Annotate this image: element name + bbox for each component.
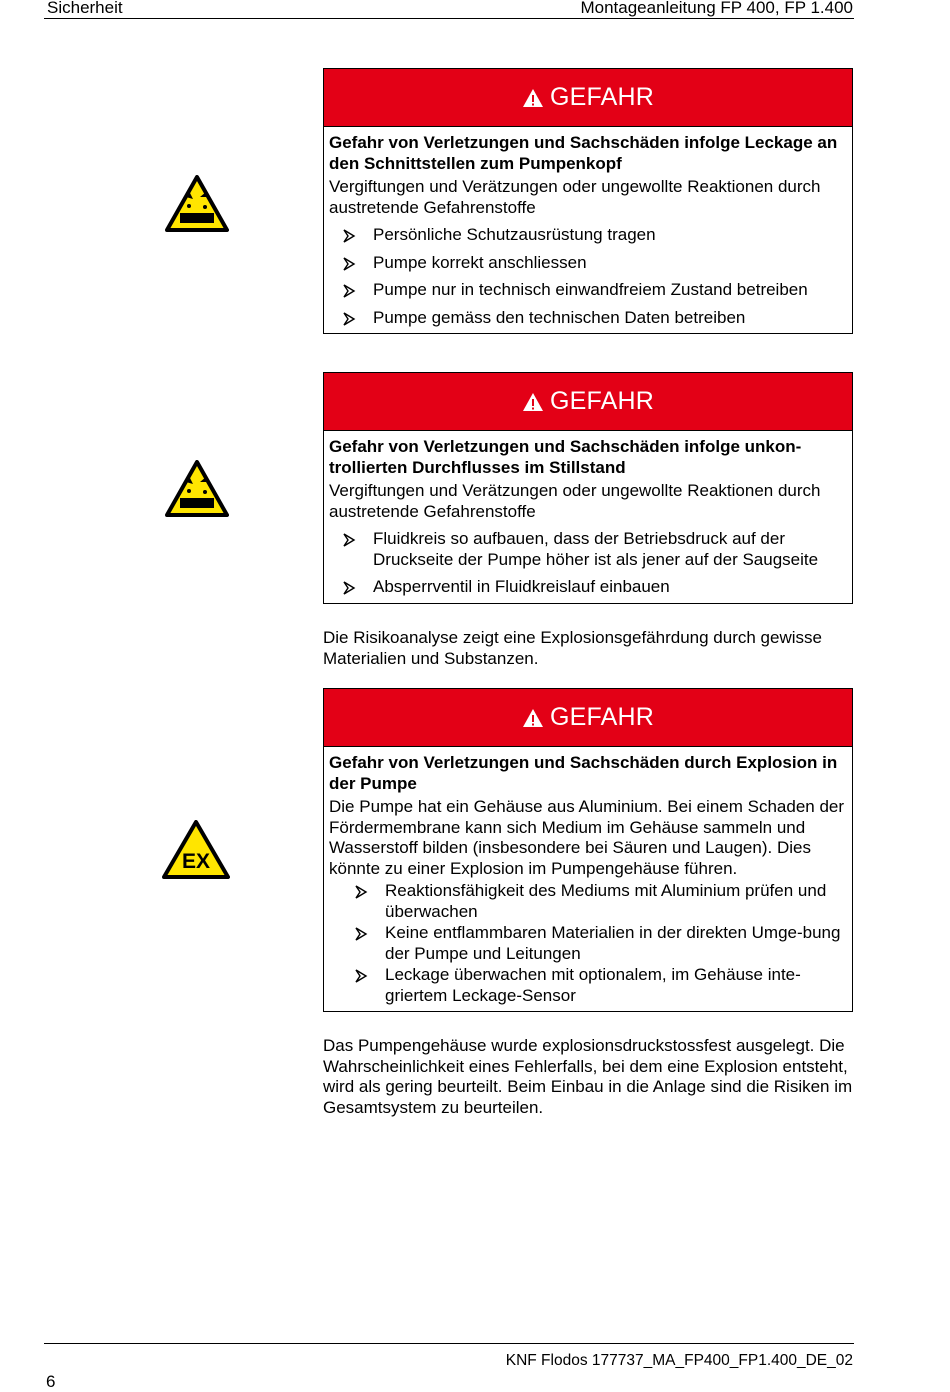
danger-title: Gefahr von Verletzungen und Sachschäden durch Explosion in der Pumpe: [329, 753, 838, 793]
section-title: Sicherheit: [47, 0, 123, 17]
danger-box-leakage: [323, 68, 853, 334]
corrosive-hazard-icon: [165, 175, 229, 238]
danger-title: Gefahr von Verletzungen und Sachschäden infolge unkon-trollierten Durchflusses im Stillstand: [329, 437, 802, 477]
danger-box-explosion: [323, 688, 853, 1012]
danger-description: Vergiftungen und Verätzungen oder ungewollte Reaktionen durch austretende Gefahrenstoffe: [329, 481, 821, 521]
document-title: Montageanleitung FP 400, FP 1.400: [580, 0, 853, 17]
measure-item: Pumpe nur in technisch einwandfreiem Zustand betreiben: [329, 280, 847, 301]
danger-header: [324, 373, 852, 431]
ex-label: EX: [181, 850, 211, 873]
arrow-bullet-icon: [342, 311, 356, 332]
arrow-bullet-icon: [342, 580, 356, 601]
danger-header: [324, 69, 852, 127]
warning-triangle-icon: [522, 708, 544, 728]
header-rule: [44, 18, 854, 19]
danger-signal-word: GEFAHR: [550, 703, 654, 731]
arrow-bullet-icon: [342, 256, 356, 277]
measure-item: Reaktionsfähigkeit des Mediums mit Aluminium prüfen und überwachen: [329, 881, 847, 922]
housing-paragraph: Das Pumpengehäuse wurde explosionsdruckstossfest ausgelegt. Die Wahrscheinlichkeit eines Fehlerfalls, bei dem eine Explosion entsteht, wird als gering beurteilt. Beim Einbau in die Anlage sind die Risiken im Gesamtsystem zu beurteilen.: [323, 1036, 853, 1117]
arrow-bullet-icon: [342, 532, 356, 553]
measure-item: Pumpe gemäss den technischen Daten betreiben: [329, 308, 847, 329]
measure-item: Absperrventil in Fluidkreislauf einbauen: [329, 577, 847, 598]
measure-item: Keine entflammbaren Materialien in der direkten Umge-bung der Pumpe und Leitungen: [329, 923, 847, 964]
arrow-bullet-icon: [354, 884, 368, 905]
measure-item: Persönliche Schutzausrüstung tragen: [329, 225, 847, 246]
danger-title: Gefahr von Verletzungen und Sachschäden infolge Leckage an den Schnittstellen zum Pumpenkopf: [329, 133, 838, 173]
danger-signal-word: GEFAHR: [550, 83, 654, 111]
explosive-atmosphere-icon: [162, 820, 230, 885]
danger-description: Die Pumpe hat ein Gehäuse aus Aluminium. Bei einem Schaden der Fördermembrane kann sich Medium im Gehäuse sammeln und Wasserstoff bilden (insbesondere bei Säuren und Laugen). Dies könnte zu einer Explosion im Pumpengehäuse führen.: [329, 797, 845, 878]
danger-description: Vergiftungen und Verätzungen oder ungewollte Reaktionen durch austretende Gefahrenstoffe: [329, 177, 821, 217]
warning-triangle-icon: [522, 392, 544, 412]
measure-item: Leckage überwachen mit optionalem, im Gehäuse inte-griertem Leckage-Sensor: [329, 965, 847, 1006]
document-number: KNF Flodos 177737_MA_FP400_FP1.400_DE_02: [505, 1352, 853, 1369]
warning-triangle-icon: [522, 88, 544, 108]
danger-header: [324, 689, 852, 747]
arrow-bullet-icon: [342, 228, 356, 249]
danger-signal-word: GEFAHR: [550, 387, 654, 415]
danger-box-uncontrolled-flow: [323, 372, 853, 604]
measure-item: Pumpe korrekt anschliessen: [329, 253, 847, 274]
risk-analysis-paragraph: Die Risikoanalyse zeigt eine Explosionsgefährdung durch gewisse Materialien und Substanzen.: [323, 628, 822, 668]
measure-item: Fluidkreis so aufbauen, dass der Betriebsdruck auf der Druckseite der Pumpe höher ist als jener auf der Saugseite: [329, 529, 847, 570]
footer-rule: [44, 1343, 854, 1344]
arrow-bullet-icon: [354, 926, 368, 947]
arrow-bullet-icon: [342, 283, 356, 304]
page-number: 6: [46, 1372, 56, 1391]
arrow-bullet-icon: [354, 968, 368, 989]
corrosive-hazard-icon: [165, 460, 229, 523]
